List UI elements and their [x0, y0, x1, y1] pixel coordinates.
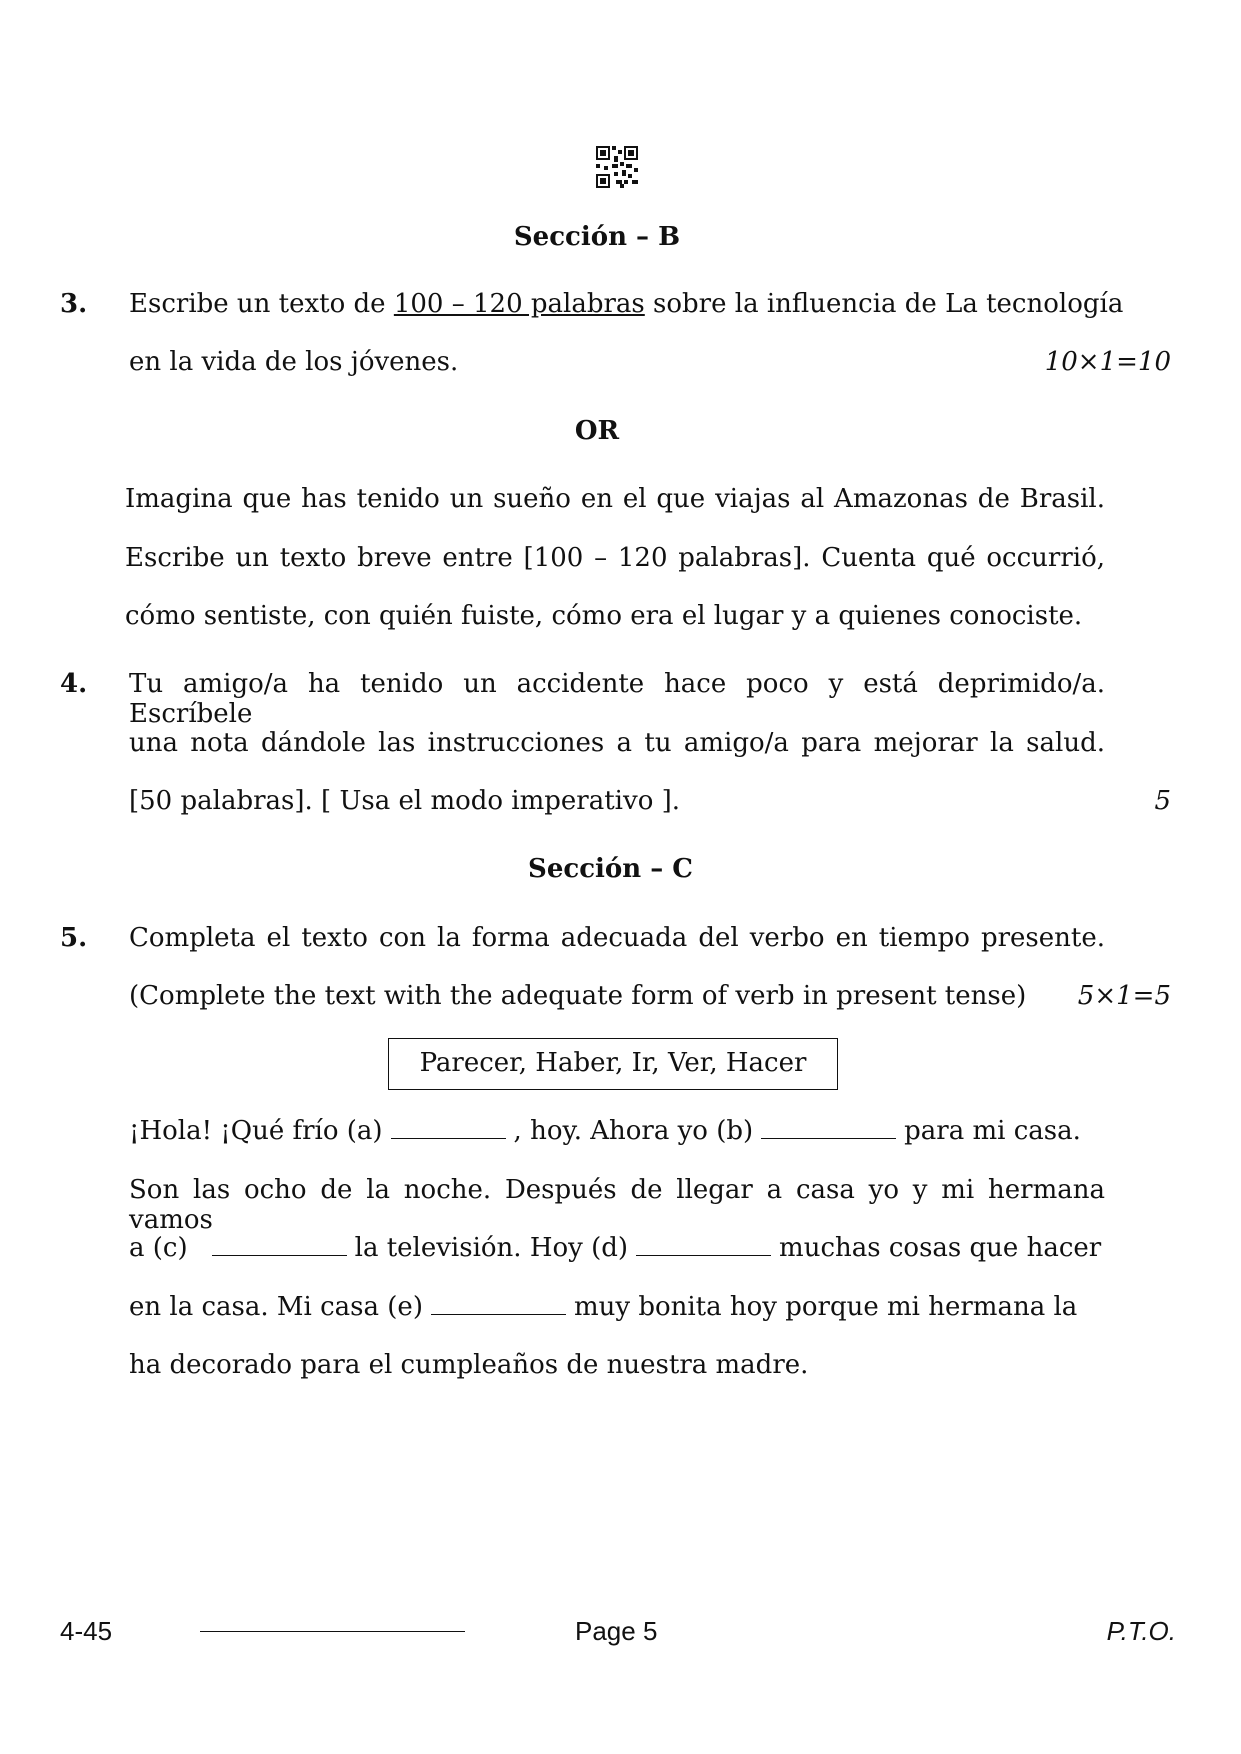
passage-text: para mi casa.	[904, 1116, 1081, 1146]
blank-b[interactable]	[761, 1118, 896, 1139]
question-3-number: 3.	[60, 289, 88, 319]
passage-text: en la casa. Mi casa (e)	[129, 1292, 423, 1322]
alternative-line-2: Escribe un texto breve entre [100 – 120 palabras]. Cuenta qué occurrió,	[125, 543, 1105, 573]
or-divider: OR	[574, 416, 620, 446]
section-c-heading: Sección – C	[528, 854, 693, 884]
passage-line-1	[129, 1116, 1081, 1146]
passage-text: ¡Hola! ¡Qué frío (a)	[129, 1116, 383, 1146]
question-5-line-2: (Complete the text with the adequate form of verb in present tense)	[129, 981, 1027, 1011]
blank-a[interactable]	[391, 1118, 506, 1139]
footer-divider	[200, 1631, 465, 1632]
question-4-marks: 5	[1154, 786, 1171, 816]
qr-code-icon	[596, 146, 638, 188]
question-4-number: 4.	[60, 669, 88, 699]
question-3-text: Escribe un texto de	[129, 289, 394, 319]
verb-options-box: Parecer, Haber, Ir, Ver, Hacer	[388, 1038, 838, 1090]
passage-text: , hoy. Ahora yo (b)	[513, 1116, 754, 1146]
question-5-line-1: Completa el texto con la forma adecuada del verbo en tiempo presente.	[129, 923, 1105, 953]
blank-e[interactable]	[431, 1294, 566, 1315]
question-3-marks: 10×1=10	[1044, 347, 1171, 377]
question-3-text-cont: sobre la influencia de La tecnología	[644, 289, 1124, 319]
passage-line-2: Son las ocho de la noche. Después de llegar a casa yo y mi hermana vamos	[129, 1175, 1105, 1235]
question-4-line-3: [50 palabras]. [ Usa el modo imperativo ].	[129, 786, 681, 816]
blank-d[interactable]	[636, 1235, 771, 1256]
passage-line-5: ha decorado para el cumpleaños de nuestra madre.	[129, 1350, 809, 1380]
alternative-line-1: Imagina que has tenido un sueño en el que viajas al Amazonas de Brasil.	[125, 484, 1105, 514]
passage-text: muy bonita hoy porque mi hermana la	[573, 1292, 1078, 1322]
please-turn-over: P.T.O.	[1106, 1616, 1176, 1646]
question-5-marks: 5×1=5	[1077, 981, 1171, 1011]
question-4-line-2: una nota dándole las instrucciones a tu amigo/a para mejorar la salud.	[129, 728, 1105, 758]
passage-text: la televisión. Hoy (d)	[354, 1233, 629, 1263]
section-b-heading: Sección – B	[513, 222, 681, 252]
alternative-line-3: cómo sentiste, con quién fuiste, cómo era el lugar y a quienes conociste.	[125, 601, 1083, 631]
word-limit-underlined: 100 – 120 palabras	[393, 289, 645, 319]
passage-text: muchas cosas que hacer	[779, 1233, 1102, 1263]
paper-code: 4-45	[60, 1616, 113, 1646]
passage-line-4	[129, 1292, 1077, 1322]
question-4-line-1: Tu amigo/a ha tenido un accidente hace poco y está deprimido/a. Escríbele	[129, 669, 1105, 729]
question-3-line-2: en la vida de los jóvenes.	[129, 347, 459, 377]
question-3-line-1	[129, 289, 1123, 319]
page-number: Page 5	[575, 1616, 658, 1646]
passage-line-3	[129, 1233, 1101, 1263]
passage-text: a (c)	[129, 1233, 188, 1263]
blank-c[interactable]	[212, 1235, 347, 1256]
question-5-number: 5.	[60, 923, 88, 953]
